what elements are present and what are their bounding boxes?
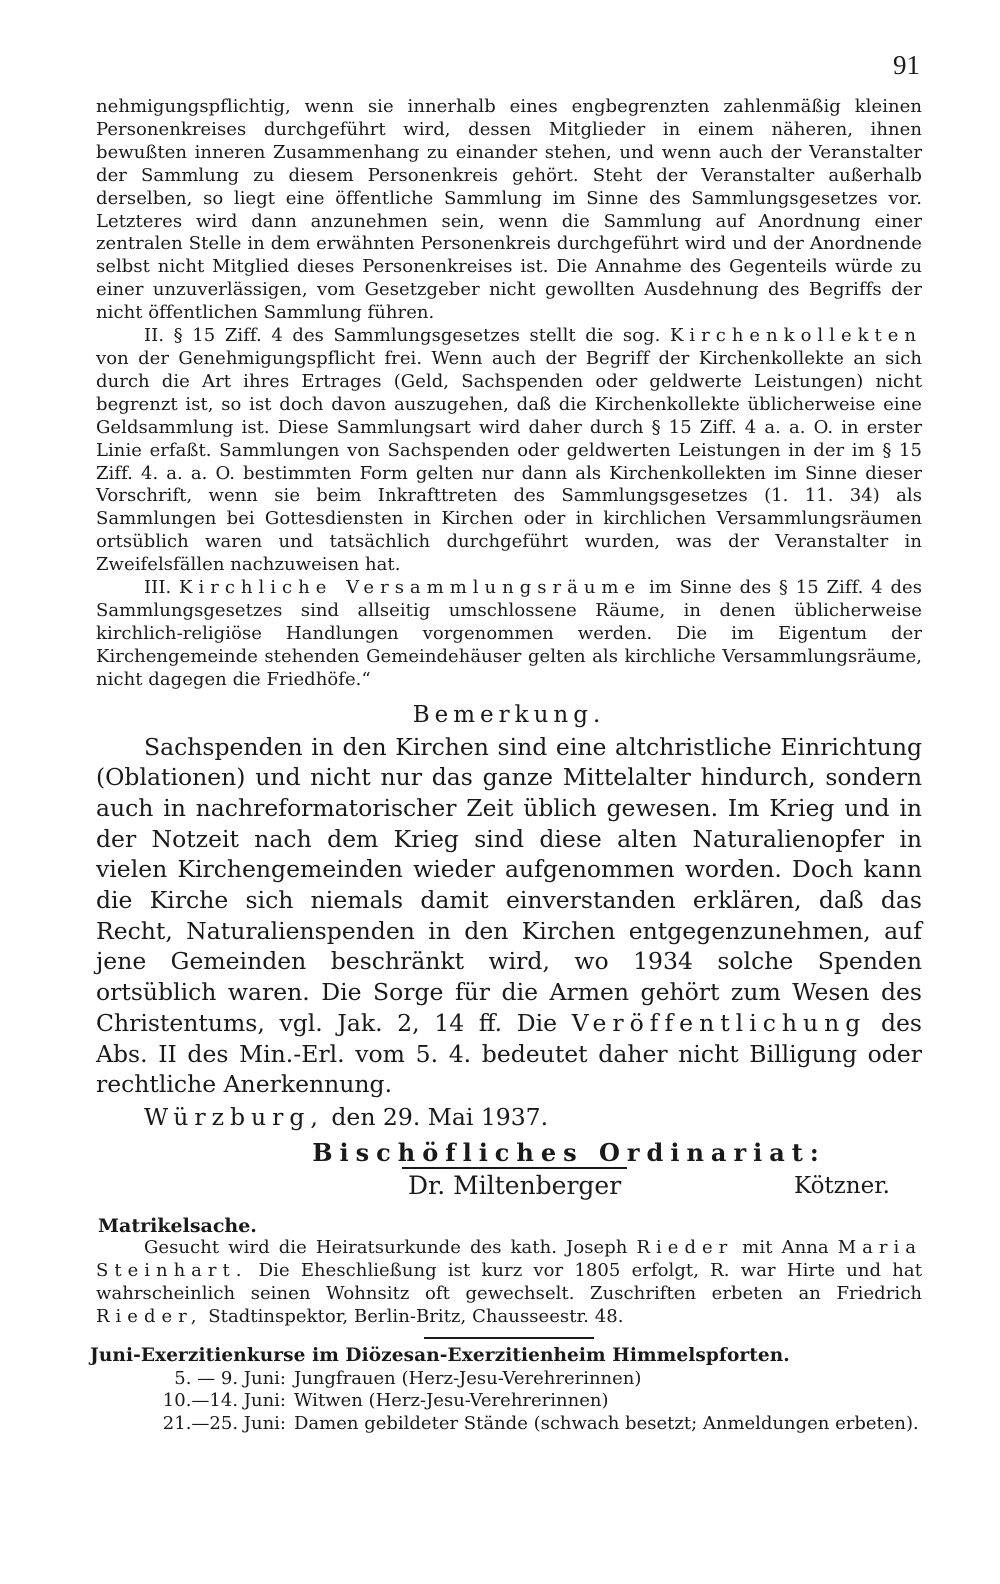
course-item: [96, 1368, 922, 1391]
course-group: Jungfrauen (Herz-Jesu-Verehrerinnen): [294, 1367, 642, 1389]
paragraph-III: [96, 577, 922, 692]
matrikel-name-2: Maria Steinhart.: [96, 1237, 922, 1281]
signature-koetzner: Kötzner.: [794, 1173, 890, 1199]
remark-body-spaced: Veröffentlichung: [571, 1008, 867, 1037]
matrikel-body: [96, 1237, 922, 1329]
signature-rule: [402, 1167, 627, 1169]
section-divider: [424, 1337, 594, 1339]
paragraph-II-prefix: II. § 15 Ziff. 4 des Sammlungsgesetzes stellt die sog.: [144, 325, 661, 347]
paragraph-II-spaced-term: Kirchenkollekten: [669, 325, 922, 347]
matrikel-name-1: Rieder: [636, 1237, 734, 1258]
paragraph-III-rest: im Sinne des § 15 Ziff. 4 des Sammlungsgesetzes sind allseitig umschlossene Räume, in denen üblicherweise kirchlich-religiöse Handlungen vorgenommen werden. Die im Eigentum der Kirchengemeinde stehenden Gemeindehäuser gelten als kirchliche Versammlungsräume, nicht dagegen die Friedhöfe.“: [96, 577, 923, 690]
course-item: [96, 1413, 922, 1436]
paragraph-III-prefix: III.: [144, 577, 172, 599]
course-date: 5. — 9. Juni:: [174, 1367, 286, 1389]
remark-heading: Bemerkung.: [412, 701, 606, 728]
matrikel-heading: Matrikelsache.: [98, 1215, 257, 1237]
course-item: [96, 1390, 922, 1413]
courses-heading: Juni-Exerzitienkurse im Diözesan-Exerzitienheim Himmelspforten.: [90, 1344, 790, 1366]
remark-body: [96, 732, 922, 1100]
page-number: 91: [893, 50, 920, 80]
date-text: den 29. Mai 1937.: [331, 1103, 549, 1131]
matrikel-text-3: Die Eheschließung ist kurz vor 1805 erfolgt, R. war Hirte und hat wahrscheinlich seinen Wohnsitz oft gewechselt. Zuschriften erbeten an Friedrich: [96, 1259, 922, 1304]
course-group: Damen gebildeter Stände (schwach besetzt; Anmeldungen erbeten).: [294, 1413, 919, 1435]
remark-body-part1: Sachspenden in den Kirchen sind eine altchristliche Einrichtung (Oblationen) und nicht nur das ganze Mittelalter hindurch, sondern auch in nachreformatorischer Zeit üblich gewesen. Im Krieg und in der Notzeit nach dem Krieg sind diese alten Naturalienopfer in vielen Kirchengemeinden wieder aufgenommen worden. Doch kann die Kirche sich niemals damit einverstanden erklären, daß das Recht, Naturalienspenden in den Kirchen entgegenzunehmen, auf jene Gemeinden beschränkt wird, wo 1934 solche Spenden ortsüblich waren. Die Sorge für die Armen gehört zum Wesen des Christentums, vgl. Jak. 2, 14 ff. Die: [96, 732, 922, 1037]
issuing-office: Bischöfliches Ordinariat:: [312, 1138, 826, 1167]
place-date-line: [144, 1102, 922, 1132]
place-name: Würzburg,: [144, 1103, 324, 1131]
signature-miltenberger: [408, 1171, 621, 1200]
paragraph-II: [96, 325, 922, 577]
course-date: 10.—14. Juni:: [162, 1390, 286, 1412]
matrikel-text-1: Gesucht wird die Heiratsurkunde des kath. Joseph: [144, 1237, 628, 1258]
paragraph-III-spaced-term: Kirchliche Versammlungsräume: [179, 577, 642, 599]
matrikel-text-2: mit Anna: [742, 1237, 829, 1258]
course-date: 21.—25. Juni:: [162, 1413, 286, 1435]
courses-list: [96, 1368, 922, 1436]
main-column: [90, 96, 923, 1436]
matrikel-text-4: Stadtinspektor, Berlin-Britz, Chausseestr. 48.: [208, 1305, 624, 1327]
signature-1-text: Dr. Miltenberger: [408, 1171, 622, 1200]
course-group: Witwen (Herz-Jesu-Verehrerinnen): [294, 1390, 609, 1412]
remark-body-part2: des Abs. II des Min.-Erl. vom 5. 4. bedeutet daher nicht Billigung oder rechtliche Anerkennung.: [96, 1008, 922, 1099]
paragraph-II-rest: von der Genehmigungspflicht frei. Wenn auch der Begriff der Kirchenkollekte an sich durch die Art ihres Ertrages (Geld, Sachspenden oder geldwerte Leistungen) nicht begrenzt ist, so ist doch davon auszugehen, daß die Kirchenkollekte üblicherweise eine Geldsammlung ist. Diese Sammlungsart wird daher durch § 15 Ziff. 4 a. a. O. in erster Linie erfaßt. Sammlungen von Sachspenden oder geldwerten Leistungen in der im § 15 Ziff. 4. a. a. O. bestimmten Form gelten nur dann als Kirchenkollekten im Sinne dieser Vorschrift, wenn sie beim Inkrafttreten des Sammlungsgesetzes (1. 11. 34) als Sammlungen bei Gottesdiensten in Kirchen oder in kirchlichen Versammlungsräumen ortsüblich waren und tatsächlich durchgeführt wurden, was der Veranstalter in Zweifelsfällen nachzuweisen hat.: [96, 347, 922, 576]
paragraph-continuation: nehmigungspflichtig, wenn sie innerhalb eines engbegrenzten zahlenmäßig kleinen Personenkreises durchgeführt wird, dessen Mitglieder in einem näheren, ihnen bewußten inneren Zusammenhang zu einander stehen, und wenn auch der Veranstalter der Sammlung zu diesem Personenkreis gehört. Steht der Veranstalter außerhalb derselben, so liegt eine öffentliche Sammlung im Sinne des Sammlungsgesetzes vor. Letzteres wird dann anzunehmen sein, wenn die Sammlung auf Anordnung einer zentralen Stelle in dem erwähnten Personenkreis durchgeführt wird und der Anordnende selbst nicht Mitglied dieses Personenkreises ist. Die Annahme des Gegenteils würde zu einer unzuverlässigen, vom Gesetzgeber nicht gewollten Ausdehnung des Begriffs der nicht öffentlichen Sammlung führen.: [96, 96, 922, 324]
signature-block: [96, 1171, 922, 1207]
matrikel-name-3: Rieder,: [96, 1305, 203, 1327]
